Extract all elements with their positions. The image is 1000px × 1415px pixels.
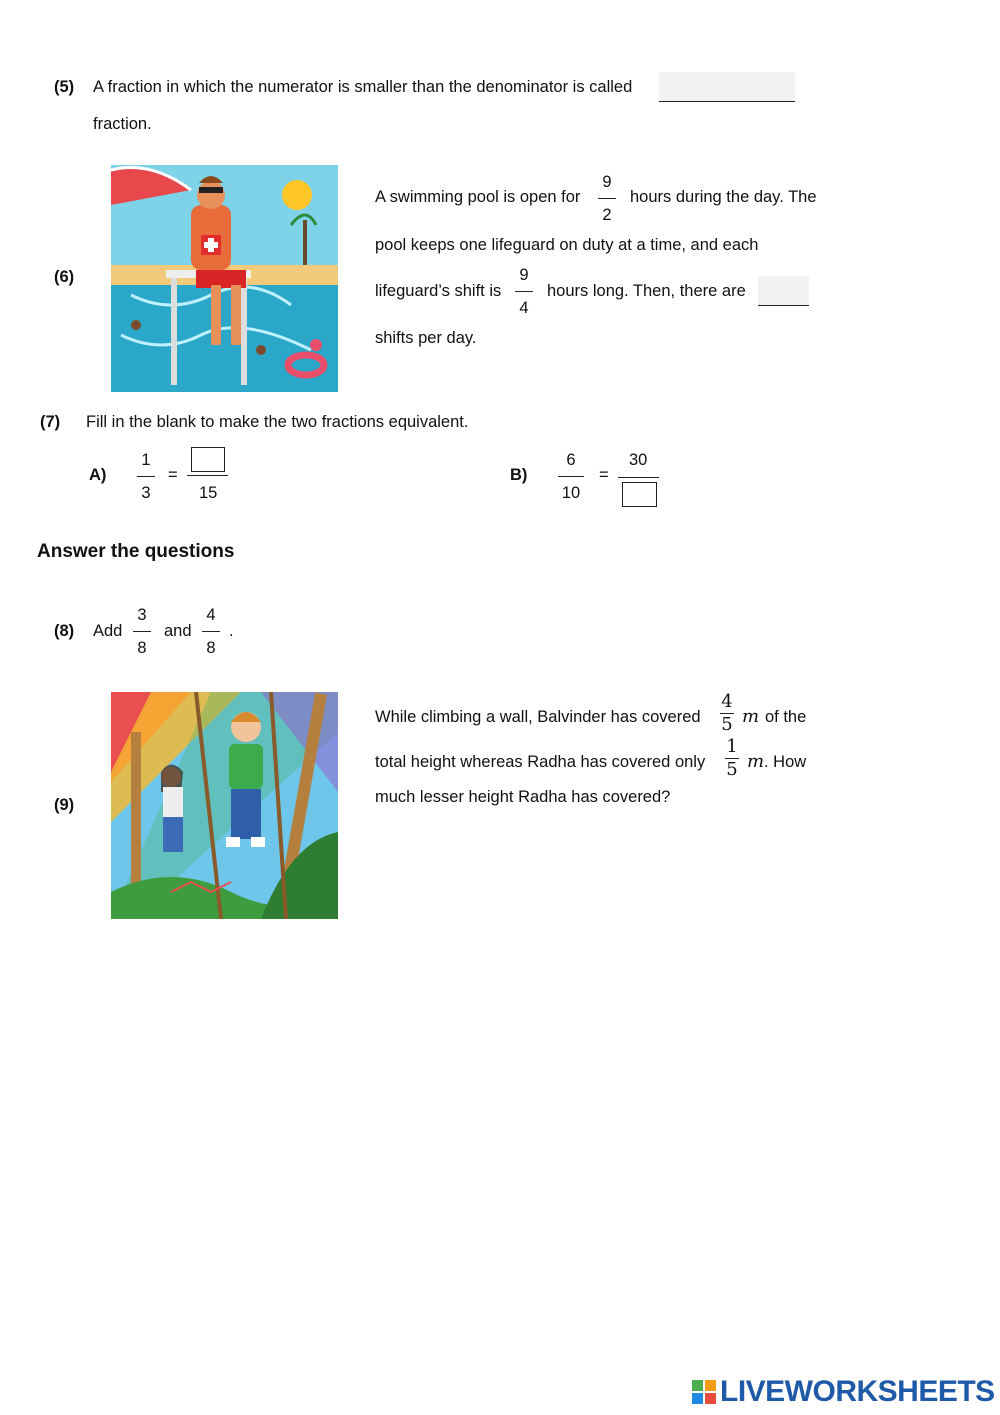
fraction-numerator: 4 — [721, 691, 733, 712]
q7-a-fraction-bar — [187, 475, 228, 476]
logo-icon — [692, 1380, 716, 1404]
fraction-denominator: 5 — [721, 714, 733, 735]
fraction-numerator: 6 — [566, 451, 576, 469]
q8-word-add: Add — [93, 622, 123, 640]
q5-text-line1: A fraction in which the numerator is smaller than the denominator is called — [93, 78, 633, 96]
q9-text-1: While climbing a wall, Balvinder has covered — [375, 708, 701, 726]
q7-a-right-denominator: 15 — [199, 484, 218, 502]
q6-text-5: hours long. Then, there are — [547, 282, 746, 300]
fraction-denominator: 2 — [602, 206, 612, 224]
fraction-denominator: 3 — [141, 484, 151, 502]
fraction-denominator: 8 — [137, 639, 147, 657]
q9-text-3: total height whereas Radha has covered only — [375, 753, 706, 771]
q6-text-1: A swimming pool is open for — [375, 188, 581, 206]
q9-number: (9) — [54, 796, 75, 814]
fraction-denominator: 5 — [726, 759, 738, 780]
fraction-denominator: 10 — [561, 484, 581, 502]
fraction-numerator: 9 — [602, 173, 612, 191]
q9-fraction-2 — [725, 738, 739, 779]
q5-answer-input[interactable] — [659, 72, 795, 102]
q6-text-4: lifeguard’s shift is — [375, 282, 502, 300]
q8-fraction-1 — [133, 606, 151, 657]
fraction-denominator: 8 — [206, 639, 216, 657]
q7-number: (7) — [40, 413, 61, 431]
q8-word-and: and — [164, 622, 192, 640]
fraction-bar — [558, 476, 584, 477]
q7-b-left-fraction — [558, 451, 584, 502]
liveworksheets-logo[interactable] — [692, 1375, 995, 1409]
q6-fraction-2 — [515, 266, 533, 317]
q7-a-label: A) — [89, 466, 107, 484]
fraction-numerator: 3 — [137, 606, 147, 624]
q7-b-equals: = — [599, 466, 609, 484]
q9-text-2: of the — [765, 708, 807, 726]
lifeguard-image — [111, 165, 338, 392]
q6-text-3: pool keeps one lifeguard on duty at a time, and each — [375, 236, 759, 254]
q6-text-6: shifts per day. — [375, 329, 477, 347]
fraction-bar — [137, 476, 155, 477]
q5-text-line2: fraction. — [93, 115, 152, 133]
fraction-numerator: 9 — [519, 266, 529, 284]
q7-b-fraction-bar — [618, 477, 659, 478]
fraction-bar — [202, 631, 220, 632]
q5-number: (5) — [54, 78, 75, 96]
q8-end: . — [229, 622, 234, 640]
q7-b-right-numerator: 30 — [629, 451, 648, 469]
q7-a-equals: = — [168, 466, 178, 484]
fraction-numerator: 1 — [726, 736, 738, 757]
fraction-bar — [598, 198, 616, 199]
q7-b-label: B) — [510, 466, 528, 484]
q6-answer-input[interactable] — [758, 276, 809, 306]
q8-number: (8) — [54, 622, 75, 640]
logo-wordmark: LIVEWORKSHEETS — [720, 1375, 995, 1408]
q7-instruction: Fill in the blank to make the two fractions equivalent. — [86, 413, 469, 431]
fraction-bar — [133, 631, 151, 632]
q6-number: (6) — [54, 268, 75, 286]
q6-fraction-1 — [598, 173, 616, 224]
q9-text-5: much lesser height Radha has covered? — [375, 788, 671, 806]
fraction-bar — [515, 291, 533, 292]
q7-a-numerator-input[interactable] — [191, 447, 225, 472]
q7-a-left-fraction — [137, 451, 155, 502]
q9-text-4: . How — [764, 753, 807, 771]
q9-unit-2: m — [747, 751, 765, 772]
fraction-denominator: 4 — [519, 299, 529, 317]
section-heading: Answer the questions — [37, 541, 235, 562]
fraction-numerator: 4 — [206, 606, 216, 624]
q8-fraction-2 — [202, 606, 220, 657]
q9-unit-1: m — [742, 706, 760, 727]
q6-text-2: hours during the day. The — [630, 188, 817, 206]
fraction-numerator: 1 — [141, 451, 151, 469]
climbing-image — [111, 692, 338, 919]
q9-fraction-1 — [720, 693, 734, 734]
q7-b-denominator-input[interactable] — [622, 482, 657, 507]
